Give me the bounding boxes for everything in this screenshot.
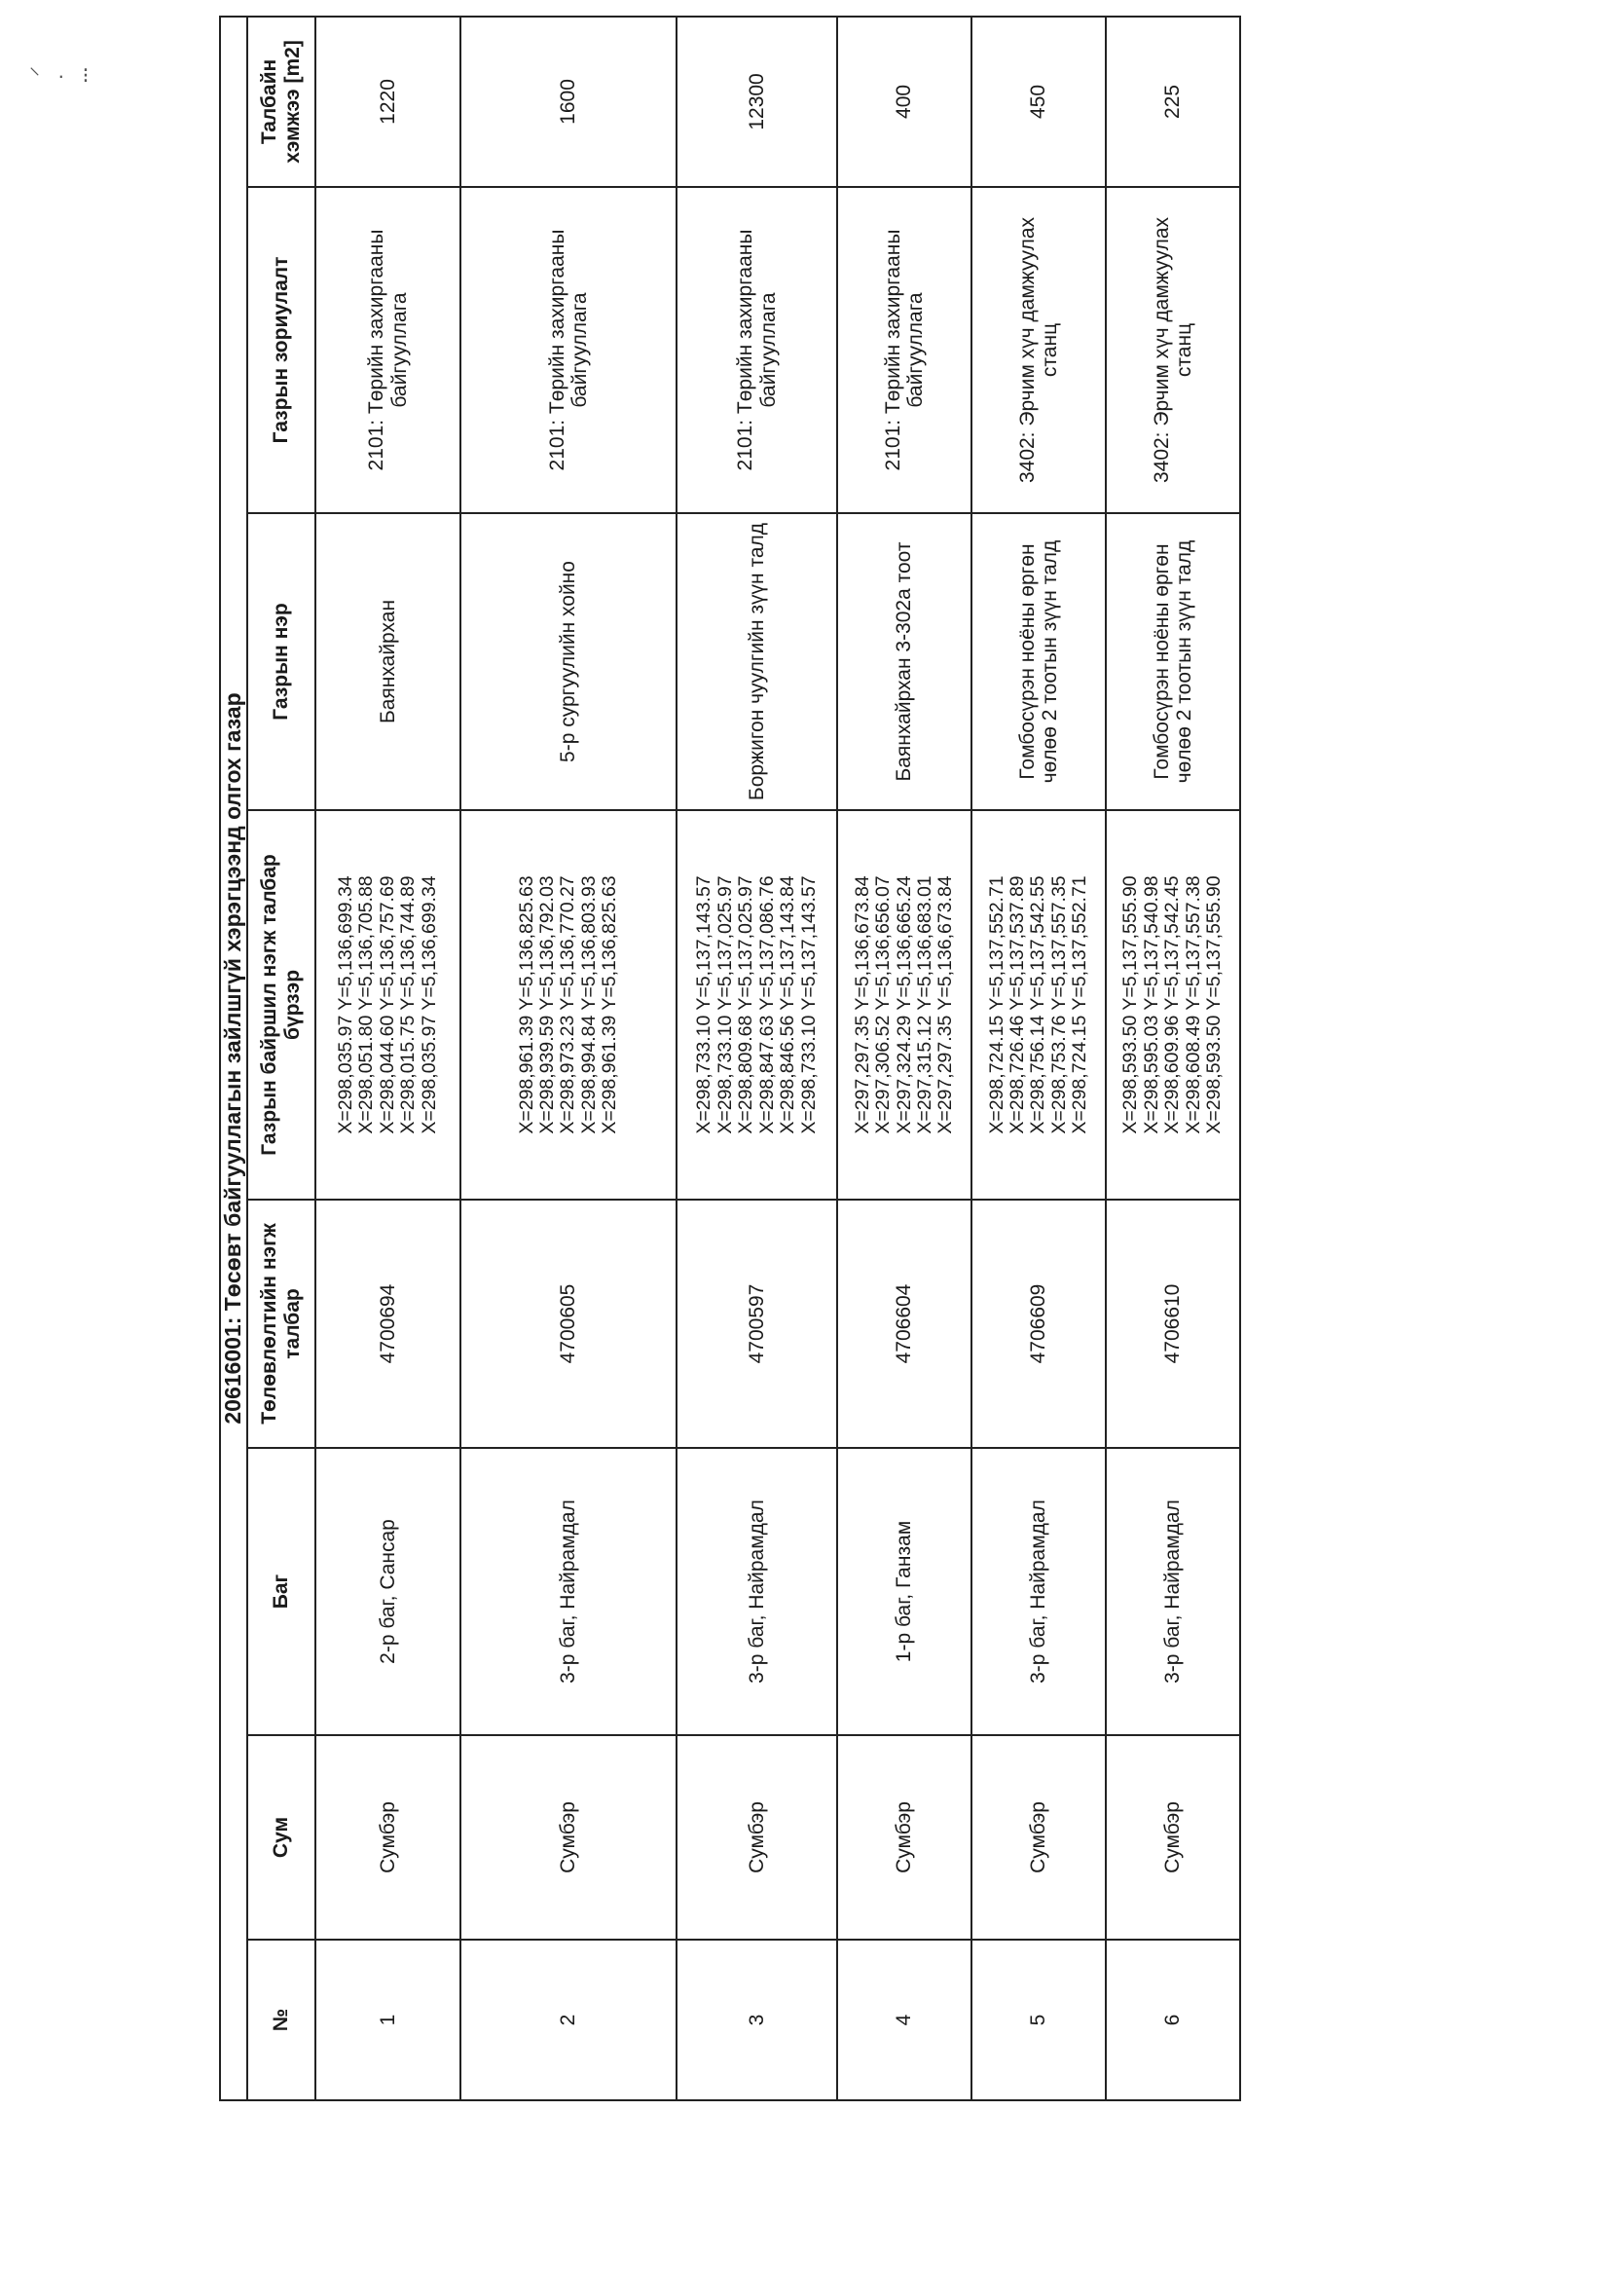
coord-line: X=298,051.80 Y=5,136,705.88 [355, 875, 378, 1134]
place-name-cell: Боржигон чуулгийн зүүн талд [677, 513, 837, 810]
area-cell: 1600 [460, 17, 677, 187]
bag-cell: 2-р баг, Сансар [315, 1448, 460, 1735]
land-table [219, 16, 1241, 2101]
table-row [837, 17, 971, 2100]
purpose-cell: 2101: Төрийн захиргааны байгууллага [460, 187, 677, 513]
header-sum: Сум [247, 1735, 315, 1940]
coord-line: X=298,733.10 Y=5,137,143.57 [797, 875, 820, 1134]
coord-line: X=297,324.29 Y=5,136,665.24 [893, 875, 915, 1134]
row-number: 4 [837, 1940, 971, 2100]
rotated-page [219, 40, 1241, 2101]
table-row [677, 17, 837, 2100]
table-row [971, 17, 1106, 2100]
coord-line: X=298,846.56 Y=5,137,143.84 [777, 875, 799, 1134]
table-row [460, 17, 677, 2100]
purpose-cell: 2101: Төрийн захиргааны байгууллага [315, 187, 460, 513]
unit-cell: 4706609 [971, 1200, 1106, 1448]
title-row [220, 17, 247, 2100]
coord-line: X=297,306.52 Y=5,136,656.07 [872, 875, 895, 1134]
coord-line: X=298,595.03 Y=5,137,540.98 [1140, 875, 1162, 1134]
place-name-cell: Баянхайрхан [315, 513, 460, 810]
coords-cell [971, 810, 1106, 1200]
area-cell: 225 [1106, 17, 1240, 187]
area-cell: 1220 [315, 17, 460, 187]
coord-line: X=298,847.63 Y=5,137,086.76 [755, 875, 778, 1134]
row-number: 2 [460, 1940, 677, 2100]
header-unit: Төлөвлөлтийн нэгж талбар [247, 1200, 315, 1448]
coord-line: X=297,297.35 Y=5,136,673.84 [851, 875, 873, 1134]
area-cell: 12300 [677, 17, 837, 187]
bag-cell: 3-р баг, Найрамдал [971, 1448, 1106, 1735]
row-number: 6 [1106, 1940, 1240, 2100]
coord-line: X=298,609.96 Y=5,137,542.45 [1161, 875, 1184, 1134]
coord-line: X=298,724.15 Y=5,137,552.71 [985, 875, 1007, 1134]
area-cell: 450 [971, 17, 1106, 187]
bag-cell: 3-р баг, Найрамдал [677, 1448, 837, 1735]
coord-line: X=298,753.76 Y=5,137,557.35 [1047, 875, 1070, 1134]
coord-line: X=298,015.75 Y=5,136,744.89 [397, 875, 420, 1134]
place-name-cell: Баянхайрхан 3-302а тоот [837, 513, 971, 810]
purpose-cell: 2101: Төрийн захиргааны байгууллага [837, 187, 971, 513]
coord-line: X=298,973.23 Y=5,136,770.27 [557, 875, 579, 1134]
coord-line: X=298,994.84 Y=5,136,803.93 [577, 875, 600, 1134]
header-purpose: Газрын зориулалт [247, 187, 315, 513]
coord-line: X=298,961.39 Y=5,136,825.63 [515, 875, 537, 1134]
unit-cell: 4706610 [1106, 1200, 1240, 1448]
coord-line: X=298,724.15 Y=5,137,552.71 [1069, 875, 1091, 1134]
coord-line: X=298,593.50 Y=5,137,555.90 [1203, 875, 1226, 1134]
coord-line: X=298,939.59 Y=5,136,792.03 [536, 875, 559, 1134]
header-area: Талбайн хэмжээ [m2] [247, 17, 315, 187]
purpose-cell: 3402: Эрчим хүч дамжуулах станц [1106, 187, 1240, 513]
coord-line: X=298,593.50 Y=5,137,555.90 [1119, 875, 1142, 1134]
sum-cell: Сумбэр [677, 1735, 837, 1940]
purpose-cell: 2101: Төрийн захиргааны байгууллага [677, 187, 837, 513]
coord-line: X=297,297.35 Y=5,136,673.84 [934, 875, 957, 1134]
area-cell: 400 [837, 17, 971, 187]
header-coords: Газрын байршил нэгж талбар бүрзэр [247, 810, 315, 1200]
table-row [1106, 17, 1240, 2100]
coord-line: X=298,961.39 Y=5,136,825.63 [599, 875, 621, 1134]
sum-cell: Сумбэр [971, 1735, 1106, 1940]
coord-line: X=298,733.10 Y=5,137,025.97 [714, 875, 736, 1134]
place-name-cell: 5-р сургуулийн хойно [460, 513, 677, 810]
table-row [315, 17, 460, 2100]
header-name: Газрын нэр [247, 513, 315, 810]
coords-cell [460, 810, 677, 1200]
header-no: № [247, 1940, 315, 2100]
header-row [247, 17, 315, 2100]
bag-cell: 3-р баг, Найрамдал [460, 1448, 677, 1735]
coord-line: X=298,733.10 Y=5,137,143.57 [693, 875, 715, 1134]
coord-line: X=298,044.60 Y=5,136,757.69 [376, 875, 398, 1134]
coords-cell [315, 810, 460, 1200]
coord-line: X=298,809.68 Y=5,137,025.97 [735, 875, 757, 1134]
header-bag: Баг [247, 1448, 315, 1735]
unit-cell: 4706604 [837, 1200, 971, 1448]
sum-cell: Сумбэр [1106, 1735, 1240, 1940]
coord-line: X=298,035.97 Y=5,136,699.34 [334, 875, 356, 1134]
bag-cell: 3-р баг, Найрамдал [1106, 1448, 1240, 1735]
row-number: 3 [677, 1940, 837, 2100]
unit-cell: 4700694 [315, 1200, 460, 1448]
place-name-cell: Гомбосүрэн ноёны өргөн чөлөө 2 тоотын зүүн талд [1106, 513, 1240, 810]
coord-line: X=298,608.49 Y=5,137,557.38 [1182, 875, 1204, 1134]
row-number: 1 [315, 1940, 460, 2100]
place-name-cell: Гомбосүрэн ноёны өргөн чөлөө 2 тоотын зүүн талд [971, 513, 1106, 810]
coord-line: X=297,315.12 Y=5,136,683.01 [913, 875, 935, 1134]
coord-line: X=298,756.14 Y=5,137,542.55 [1027, 875, 1049, 1134]
sum-cell: Сумбэр [837, 1735, 971, 1940]
coords-cell [677, 810, 837, 1200]
scan-marks: ⸌ · ⁝ [29, 63, 95, 88]
purpose-cell: 3402: Эрчим хүч дамжуулах станц [971, 187, 1106, 513]
coord-line: X=298,035.97 Y=5,136,699.34 [418, 875, 440, 1134]
table-title: 20616001: Төсөвт байгууллагын зайлшгүй хэрэгцээнд олгох газар [220, 17, 247, 2100]
sum-cell: Сумбэр [460, 1735, 677, 1940]
bag-cell: 1-р баг, Ганзам [837, 1448, 971, 1735]
row-number: 5 [971, 1940, 1106, 2100]
unit-cell: 4700605 [460, 1200, 677, 1448]
coords-cell [1106, 810, 1240, 1200]
sum-cell: Сумбэр [315, 1735, 460, 1940]
coord-line: X=298,726.46 Y=5,137,537.89 [1006, 875, 1028, 1134]
unit-cell: 4700597 [677, 1200, 837, 1448]
coords-cell [837, 810, 971, 1200]
